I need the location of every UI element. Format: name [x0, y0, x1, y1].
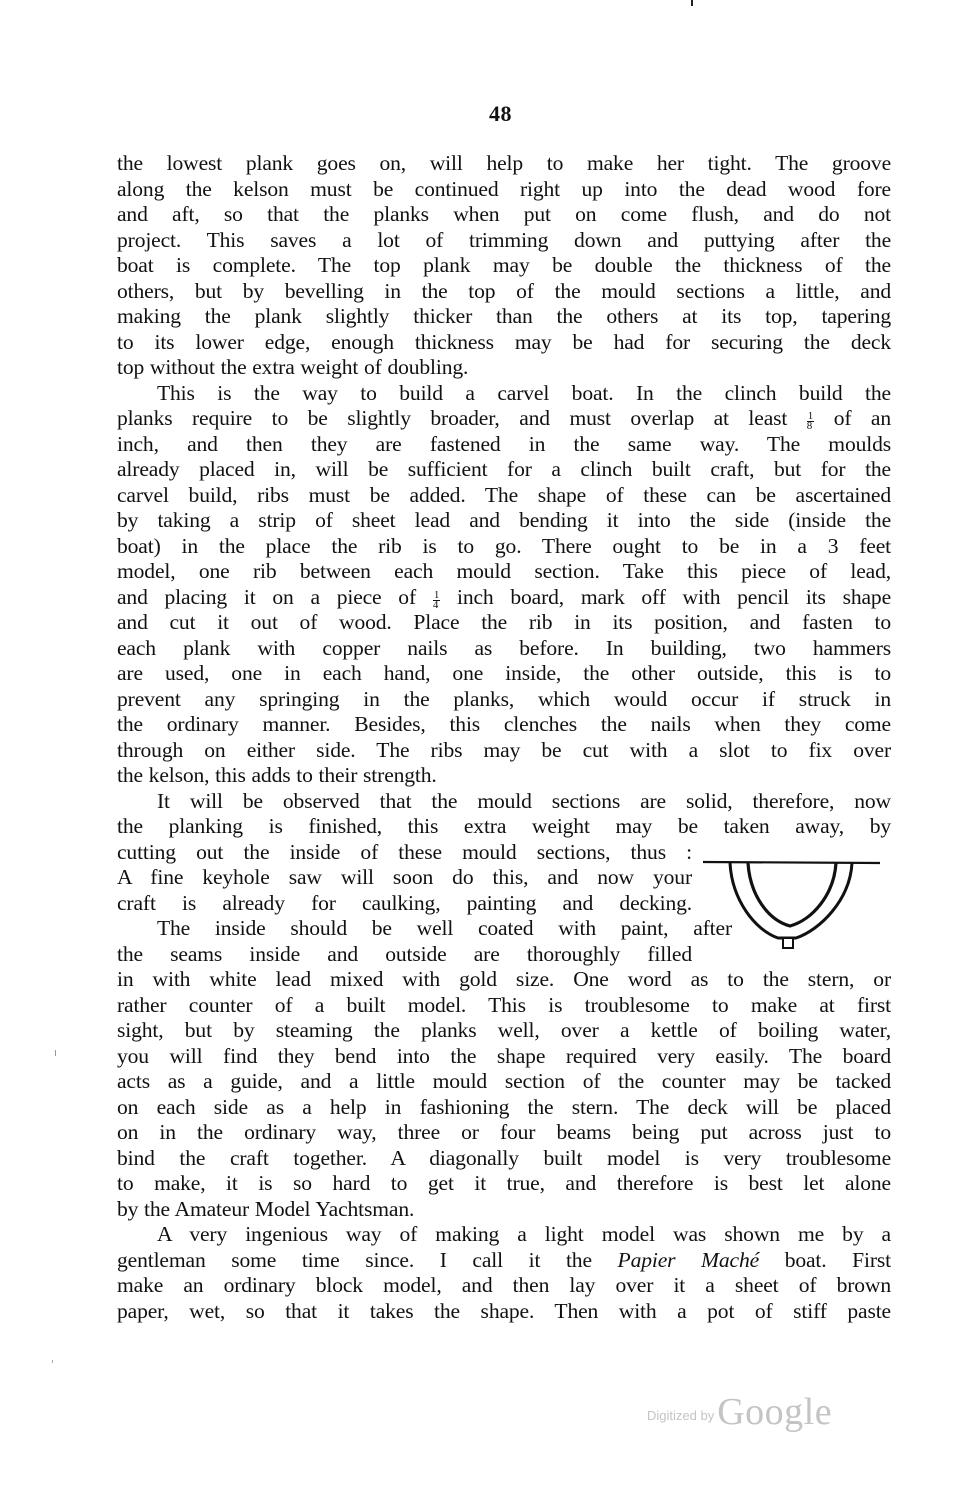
text-line: and cut it out of wood. Place the rib in its position, and fasten to — [117, 610, 891, 634]
text-line: by the Amateur Model Yachtsman. — [117, 1196, 415, 1221]
text-line: the kelson, this adds to their strength. — [117, 763, 437, 787]
text-fragment: inch board, mark off with pencil its shape — [456, 584, 892, 609]
text-line: the seams inside and outside are thoroughly filled — [117, 941, 692, 966]
scan-artifact-dot — [52, 1360, 53, 1363]
text-line: on each side as a help in fashioning the stern. The deck will be placed — [117, 1094, 891, 1119]
text-line: bind the craft together. A diagonally built model is very troublesome — [117, 1145, 891, 1170]
text-line: The inside should be well coated with paint, after — [157, 916, 732, 940]
text-line — [117, 1248, 891, 1274]
text-fragment: gentleman some time since. I call it the — [117, 1247, 592, 1272]
text-line: to make, it is so hard to get it true, and therefore is best let alone — [117, 1171, 891, 1195]
text-line: make an ordinary block model, and then lay over it a sheet of brown — [117, 1273, 891, 1297]
text-fragment: boat. First — [784, 1247, 891, 1272]
text-line: and aft, so that the planks when put on come flush, and do not — [117, 202, 891, 226]
text-line: are used, one in each hand, one inside, the other outside, this is to — [117, 661, 891, 685]
text-line: acts as a guide, and a little mould section of the counter may be tacked — [117, 1069, 891, 1093]
text-line: boat) in the place the rib is to go. There ought to be in a 3 feet — [117, 533, 891, 558]
text-fragment: planks require to be slightly broader, and must overlap at least — [117, 406, 788, 430]
mould-section-diagram-icon — [700, 850, 890, 960]
text-line: you will find they bend into the shape required very easily. The board — [117, 1043, 891, 1068]
mould-section-figure — [700, 850, 890, 960]
text-line: the ordinary manner. Besides, this clenches the nails when they come — [117, 712, 891, 736]
text-line: paper, wet, so that it takes the shape. Then with a pot of stiff paste — [117, 1298, 891, 1323]
text-line: A very ingenious way of making a light model was shown me by a — [157, 1222, 891, 1246]
text-fragment: of an — [833, 406, 891, 430]
text-line: inch, and then they are fastened in the same way. The moulds — [117, 431, 891, 456]
text-line: already placed in, will be sufficient for a clinch built craft, but for the — [117, 457, 891, 481]
text-line: others, but by bevelling in the top of the mould sections a little, and — [117, 278, 891, 303]
text-line: craft is already for caulking, painting and decking. — [117, 890, 692, 915]
text-line: the planking is finished, this extra weight may be taken away, by — [117, 814, 891, 838]
page-number: 48 — [489, 101, 512, 126]
text-line: by taking a strip of sheet lead and bending it into the side (inside the — [117, 508, 891, 532]
text-line: through on either side. The ribs may be cut with a slot to fix over — [117, 737, 891, 762]
page-body-text — [117, 151, 891, 1324]
digitized-by-google-watermark — [647, 1390, 832, 1434]
text-line: cutting out the inside of these mould sections, thus : — [117, 839, 692, 864]
text-line: model, one rib between each mould section. Take this piece of lead, — [117, 559, 891, 583]
fraction-one-eighth: $\frac{1}{8}$ — [806, 410, 814, 432]
italic-term: Papier Maché — [617, 1247, 760, 1272]
text-line: along the kelson must be continued right up into the dead wood fore — [117, 176, 891, 201]
text-line: A fine keyhole saw will soon do this, and now your — [117, 865, 692, 889]
text-line: project. This saves a lot of trimming down and puttying after the — [117, 227, 891, 252]
text-line — [117, 406, 891, 432]
text-line: on in the ordinary way, three or four beams being put across just to — [117, 1120, 891, 1144]
text-line: the lowest plank goes on, will help to make her tight. The groove — [117, 151, 891, 175]
watermark-prefix: Digitized by — [647, 1408, 715, 1423]
google-logo-text: Google — [717, 1391, 833, 1433]
text-line: carvel build, ribs must be added. The shape of these can be ascertained — [117, 482, 891, 507]
text-line — [117, 585, 891, 611]
scan-artifact-mark — [691, 0, 693, 6]
text-line: This is the way to build a carvel boat. In the clinch build the — [157, 380, 891, 405]
text-line: It will be observed that the mould sections are solid, therefore, now — [157, 788, 891, 813]
scan-artifact-dot — [55, 1050, 56, 1056]
text-line: to its lower edge, enough thickness may be had for securing the deck — [117, 329, 891, 354]
text-line: rather counter of a built model. This is troublesome to make at first — [117, 992, 891, 1017]
text-line: top without the extra weight of doubling. — [117, 355, 469, 379]
text-line: sight, but by steaming the planks well, over a kettle of boiling water, — [117, 1018, 891, 1042]
text-line: each plank with copper nails as before. In building, two hammers — [117, 635, 891, 660]
text-line: making the plank slightly thicker than the others at its top, tapering — [117, 304, 891, 328]
text-fragment: and placing it on a piece of — [117, 584, 416, 609]
text-line: boat is complete. The top plank may be double the thickness of the — [117, 253, 891, 277]
text-line: prevent any springing in the planks, which would occur if struck in — [117, 686, 891, 711]
fraction-one-quarter: $\frac{1}{4}$ — [432, 588, 440, 611]
text-line: in with white lead mixed with gold size. One word as to the stern, or — [117, 967, 891, 991]
